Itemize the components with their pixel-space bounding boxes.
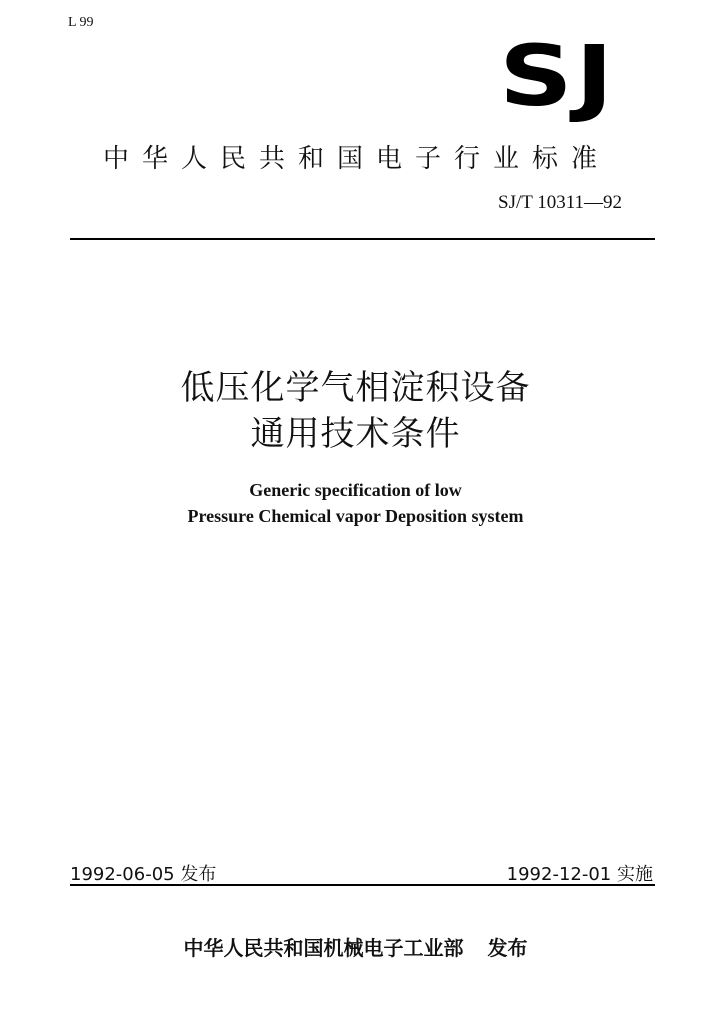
title-english-line2: Pressure Chemical vapor Deposition system [187, 506, 524, 526]
title-english-line1: Generic specification of low [249, 480, 462, 500]
sj-logo: SJ [499, 27, 616, 125]
publish-label: 发布 [487, 936, 528, 960]
classification-code: L 99 [68, 15, 94, 30]
title-chinese-line2: 通用技术条件 [250, 414, 461, 454]
standard-number: SJ/T 10311—92 [498, 192, 623, 213]
bottom-divider [70, 884, 655, 886]
publisher-line [0, 932, 711, 961]
title-chinese-line1: 低压化学气相淀积设备 [180, 368, 531, 408]
issue-date: 1992-06-05 发布 [70, 864, 217, 885]
top-divider [70, 238, 655, 240]
publisher-name: 中华人民共和国机械电子工业部 [183, 936, 464, 960]
implementation-date: 1992-12-01 实施 [506, 864, 653, 885]
standard-name: 中华人民共和国电子行业标准 [103, 144, 611, 174]
